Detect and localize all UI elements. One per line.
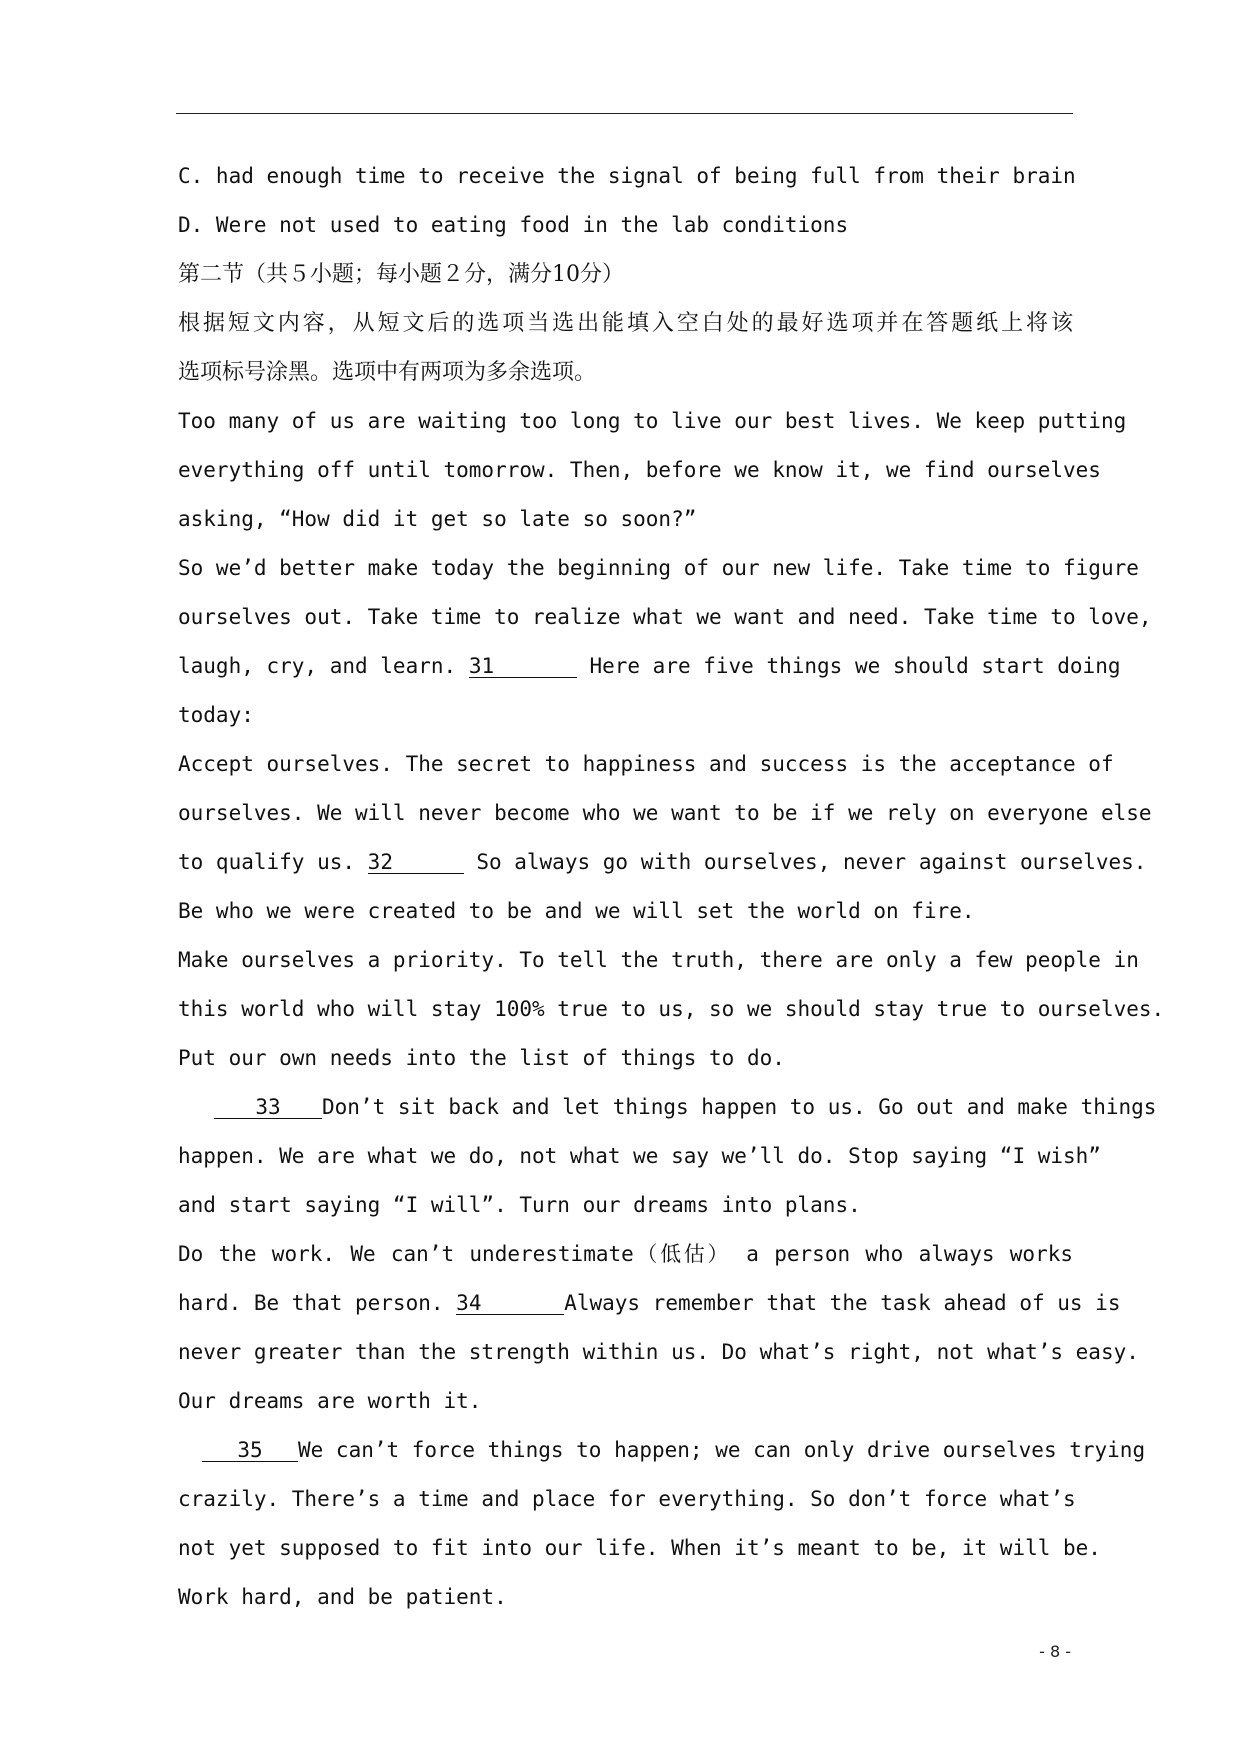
passage-text: Don’t sit back and let things happen to us. Go out and make things: [322, 1095, 1157, 1119]
passage-line: Work hard, and be patient.: [178, 1585, 507, 1609]
passage-line: Be who we were created to be and we will set the world on fire.: [178, 899, 975, 923]
passage-line: [178, 1083, 1157, 1132]
passage-text: Here are five things we should start doing: [589, 654, 1121, 678]
passage-line: crazily. There’s a time and place for everything. So don’t force what’s: [178, 1487, 1076, 1511]
blank-31: 31: [469, 655, 577, 678]
blank-33: 33: [214, 1096, 322, 1119]
page-content: [178, 152, 1165, 1622]
passage-line: and start saying “I will”. Turn our dreams into plans.: [178, 1193, 861, 1217]
passage-text: Always remember that the task ahead of us is: [564, 1291, 1121, 1315]
section-instruction-line-1: 根据短文内容，从短文后的选项当选出能填入空白处的最好选项并在答题纸上将该: [178, 311, 1073, 336]
passage-line: So we’d better make today the beginning of our new life. Take time to figure: [178, 556, 1139, 580]
passage-text: So always go with ourselves, never against ourselves.: [476, 850, 1147, 874]
blank-34: 34: [456, 1292, 564, 1315]
passage-line: Do the work. We can’t underestimate（低估） a person who always works: [178, 1242, 1073, 1266]
blank-35: 35: [202, 1439, 298, 1462]
passage-line: Accept ourselves. The secret to happiness and success is the acceptance of: [178, 752, 1114, 776]
passage-line: [178, 1279, 1121, 1328]
passage-line: not yet supposed to fit into our life. When it’s meant to be, it will be.: [178, 1536, 1101, 1560]
passage-line: happen. We are what we do, not what we say we’ll do. Stop saying “I wish”: [178, 1144, 1101, 1168]
header-rule: [176, 113, 1073, 114]
passage-text: to qualify us.: [178, 850, 356, 874]
passage-line: ourselves. We will never become who we want to be if we rely on everyone else: [178, 801, 1152, 825]
option-d: D. Were not used to eating food in the lab conditions: [178, 213, 849, 237]
passage-line: Too many of us are waiting too long to live our best lives. We keep putting: [178, 409, 1127, 433]
passage-line: Our dreams are worth it.: [178, 1389, 482, 1413]
passage-text: laugh, cry, and learn.: [178, 654, 457, 678]
passage-line: [178, 838, 1147, 887]
passage-line: ourselves out. Take time to realize what we want and need. Take time to love,: [178, 605, 1152, 629]
passage-line: never greater than the strength within us. Do what’s right, not what’s easy.: [178, 1340, 1139, 1364]
passage-line: asking, “How did it get so late so soon?”: [178, 507, 697, 531]
passage-line: everything off until tomorrow. Then, before we know it, we find ourselves: [178, 458, 1101, 482]
section-title: 第二节（共５小题；每小题２分，满分10分）: [178, 262, 624, 287]
passage-line: today:: [178, 703, 254, 727]
passage-line: Put our own needs into the list of things to do.: [178, 1046, 785, 1070]
passage-line: Make ourselves a priority. To tell the truth, there are only a few people in: [178, 948, 1139, 972]
passage-line: [178, 1426, 1146, 1475]
page-number: - 8 -: [1039, 1642, 1071, 1661]
passage-line: this world who will stay 100% true to us, so we should stay true to ourselves.: [178, 997, 1165, 1021]
option-c: C. had enough time to receive the signal of being full from their brain: [178, 164, 1076, 188]
section-instruction-line-2: 选项标号涂黑。选项中有两项为多余选项。: [178, 360, 597, 385]
passage-text: hard. Be that person.: [178, 1291, 444, 1315]
passage-text: We can’t force things to happen; we can only drive ourselves trying: [298, 1438, 1146, 1462]
passage-line: [178, 642, 1121, 691]
blank-32: 32: [368, 851, 464, 874]
